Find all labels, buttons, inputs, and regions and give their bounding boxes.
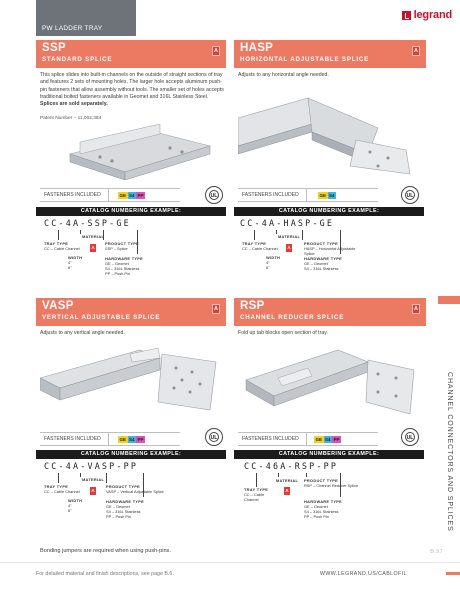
footer-divider <box>0 562 460 563</box>
product-type-label: PRODUCT TYPE RSP – Channel Reducer Splice <box>304 478 359 488</box>
brand-name: legrand <box>413 9 452 21</box>
ssp-product-image <box>60 124 220 182</box>
hardware-type-label: HARDWARE TYPE GE – Geomet S4 – 316L Stainless PP – Push Pin <box>304 499 343 519</box>
page-number: B.97 <box>430 549 443 555</box>
fasteners-label: FASTENERS INCLUDED <box>242 436 299 442</box>
fastener-badges <box>318 192 336 199</box>
fastener-badge-s4: S4 <box>329 193 335 198</box>
fastener-badges <box>314 436 341 443</box>
divider <box>108 433 109 445</box>
product-header-vasp <box>36 298 226 326</box>
product-type-label: PRODUCT TYPE SSP – Splice <box>105 241 140 251</box>
side-section-label: CHANNEL CONNECTORS AND SPLICES <box>446 372 453 532</box>
side-accent-tab <box>438 296 460 304</box>
fastener-badge-pp: PP <box>333 437 340 442</box>
tray-type-label: TRAY TYPE CC – Cable Channel <box>44 484 80 494</box>
catalog-heading: CATALOG NUMBERING EXAMPLE: <box>36 207 226 216</box>
bracket-line <box>106 473 107 483</box>
product-code: SSP <box>42 42 66 54</box>
fastener-badge-pp: PP <box>137 193 144 198</box>
product-code: RSP <box>240 300 265 312</box>
bracket-line <box>80 230 81 234</box>
fastener-badge-ge: GE <box>319 193 327 198</box>
material-label: MATERIAL <box>278 234 301 239</box>
section-tab-label: PW LADDER TRAY <box>42 25 103 32</box>
material-label: MATERIAL <box>82 477 105 482</box>
hardware-type-label: HARDWARE TYPE GE – Geomet S4 – 316L Stainless PP – Push Pin <box>105 256 144 276</box>
fastener-badges <box>118 192 145 199</box>
fasteners-row <box>238 188 378 202</box>
bracket-line <box>276 230 277 234</box>
tray-type-label: TRAY TYPE CC – Cable Channel <box>44 241 80 251</box>
aluminum-badge: A <box>412 46 420 56</box>
catalog-code: CC-4A-VASP-PP <box>44 461 139 471</box>
hardware-type-label: HARDWARE TYPE GE – Geomet S4 – 316L Stainless PP – Push Pin <box>106 499 145 519</box>
fastener-badge-pp: PP <box>137 437 144 442</box>
material-label: MATERIAL <box>276 478 299 483</box>
ul-classified-icon: UL <box>205 428 223 446</box>
fasteners-row <box>40 432 180 446</box>
product-description: This splice slides into built-in channels on the outside of straight sections of tray and features 2 sets of mounting holes. The larger hole accepts aluminum push-pin fasteners that allow assembly without tools. The smaller set of holes accepts traditional bolted fasteners available in Geomet and 316L Stainless Steel. Splices are sold separately. <box>40 72 224 108</box>
catalog-heading: CATALOG NUMBERING EXAMPLE: <box>36 450 226 459</box>
product-header-rsp <box>234 298 426 326</box>
fastener-badge-ge: GE <box>315 437 323 442</box>
material-label: MATERIAL <box>82 234 105 239</box>
catalog-code: CC-4A-SSP-GE <box>44 218 131 228</box>
bracket-line <box>278 473 279 477</box>
product-title: HORIZONTAL ADJUSTABLE SPLICE <box>240 56 370 63</box>
fastener-badges <box>118 436 145 443</box>
product-description: Adjusts to any horizontal angle needed. <box>238 72 329 78</box>
bracket-line <box>58 473 59 483</box>
width-label: WIDTH 4" 6" <box>266 255 281 270</box>
divider <box>306 433 307 445</box>
bracket-line <box>254 230 255 240</box>
footer-note: For detailed material and finish descriptions, see page B.6. <box>36 571 174 577</box>
material-value: A <box>287 245 291 250</box>
aluminum-badge: A <box>212 46 220 56</box>
rsp-product-image <box>238 340 424 420</box>
product-title: VERTICAL ADJUSTABLE SPLICE <box>42 314 161 321</box>
product-description: Fold up tab blocks open section of tray. <box>238 330 328 336</box>
hardware-type-label: HARDWARE TYPE GE – Geomet S4 – 316L Stainless <box>304 256 343 271</box>
catalog-heading: CATALOG NUMBERING EXAMPLE: <box>234 450 424 459</box>
tray-type-label: TRAY TYPE CC – Cable Channel <box>242 241 278 251</box>
fastener-badge-s4: S4 <box>325 437 331 442</box>
product-type-label: PRODUCT TYPE VASP – Vertical Adjustable Splice <box>106 484 164 494</box>
aluminum-badge: A <box>212 304 220 314</box>
aluminum-badge: A <box>412 304 420 314</box>
catalog-code: CC-4A-HASP-GE <box>240 218 335 228</box>
fasteners-label: FASTENERS INCLUDED <box>44 192 101 198</box>
product-title: CHANNEL REDUCER SPLICE <box>240 314 345 321</box>
section-tab <box>36 0 136 36</box>
catalog-code: CC-46A-RSP-PP <box>244 461 339 471</box>
width-label: WIDTH 4" 6" <box>68 255 83 270</box>
ul-classified-icon: UL <box>401 186 419 204</box>
ul-classified-icon: UL <box>401 428 419 446</box>
bracket-line <box>306 473 307 477</box>
bracket-line <box>58 230 59 240</box>
fastener-badge-ge: GE <box>119 193 127 198</box>
fasteners-row <box>238 432 378 446</box>
material-value: A <box>91 488 95 493</box>
hasp-product-image <box>238 88 424 180</box>
product-header-hasp <box>234 40 426 68</box>
brand-logo <box>402 9 452 21</box>
product-code: VASP <box>42 300 74 312</box>
ul-classified-icon: UL <box>205 186 223 204</box>
bracket-line <box>256 473 257 487</box>
divider <box>306 189 307 201</box>
bonding-note: Bonding jumpers are required when using push-pins. <box>40 548 171 554</box>
description-bold: Splices are sold separately. <box>40 101 108 108</box>
vasp-product-image <box>40 342 226 418</box>
fastener-badge-ge: GE <box>119 437 127 442</box>
fasteners-label: FASTENERS INCLUDED <box>44 436 101 442</box>
product-code: HASP <box>240 42 274 54</box>
product-description: Adjusts to any vertical angle needed. <box>40 330 125 336</box>
width-label: WIDTH 4" 6" <box>68 498 83 513</box>
fasteners-row <box>40 188 180 202</box>
fasteners-label: FASTENERS INCLUDED <box>242 192 299 198</box>
fastener-badge-s4: S4 <box>129 437 135 442</box>
tray-type-label: TRAY TYPE CC – Cable Channel <box>244 487 269 502</box>
material-value: A <box>285 488 289 493</box>
product-type-label: PRODUCT TYPE HASP – Horizontal Adjustable Splice <box>304 241 356 256</box>
bracket-line <box>302 230 303 240</box>
fastener-badge-s4: S4 <box>129 193 135 198</box>
footer-url[interactable]: WWW.LEGRAND.US/CABLOFIL <box>320 571 407 577</box>
product-title: STANDARD SPLICE <box>42 56 113 63</box>
catalog-heading: CATALOG NUMBERING EXAMPLE: <box>234 207 424 216</box>
patent-number: Patent Number – 11,002,384 <box>40 116 102 121</box>
material-value: A <box>91 245 95 250</box>
divider <box>108 189 109 201</box>
bracket-line <box>80 473 81 477</box>
product-header-ssp <box>36 40 226 68</box>
legrand-logo-icon <box>402 11 411 20</box>
footer-accent <box>446 572 460 575</box>
